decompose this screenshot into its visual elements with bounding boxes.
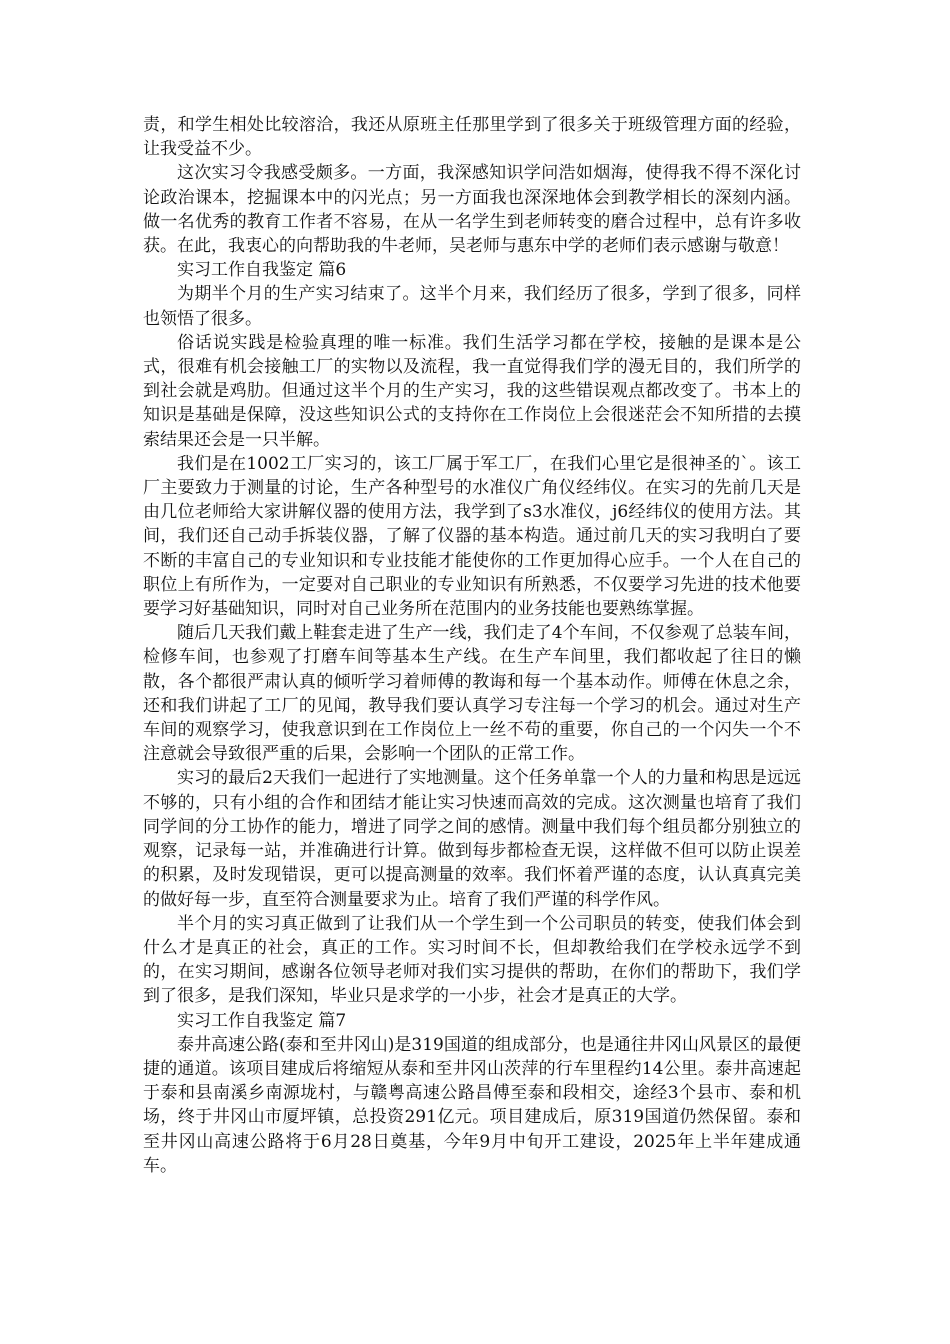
paragraph-5: 俗话说实践是检验真理的唯一标准。我们生活学习都在学校，接触的是课本是公式，很难有机会接触工厂的实物以及流程，我一直觉得我们学的漫无目的，我们所学的到社会就是鸡肋。但通过这半个月的生产实习，我的这些错误观点都改变了。书本上的知识是基础是保障，没这些知识公式的支持你在工作岗位上会很迷茫会不知所措的去摸索结果还会是一只半解。 bbox=[143, 332, 801, 450]
section-heading-7: 实习工作自我鉴定 篇7 bbox=[177, 1010, 347, 1031]
document-page bbox=[143, 113, 801, 1178]
paragraph-1: 责，和学生相处比较溶洽，我还从原班主任那里学到了很多关于班级管理方面的经验，让我受益不少。 bbox=[143, 115, 801, 160]
paragraph-8: 实习的最后2天我们一起进行了实地测量。这个任务单靠一个人的力量和构思是远远不够的，只有小组的合作和团结才能让实习快速而高效的完成。这次测量也培育了我们同学间的分工协作的能力，增进了同学之间的感情。测量中我们每个组员都分别独立的观察，记录每一站，并准确进行计算。做到每步都检查无误，这样做不但可以防止误差的积累，及时发现错误，更可以提高测量的效率。我们怀着严谨的态度，认认真真完美的做好每一步，直至符合测量要求为止。培育了我们严谨的科学作风。 bbox=[143, 768, 801, 910]
paragraph-7: 随后几天我们戴上鞋套走进了生产一线，我们走了4个车间，不仅参观了总装车间，检修车间，也参观了打磨车间等基本生产线。在生产车间里，我们都收起了往日的懒散，各个都很严肃认真的倾听学习着师傅的教诲和每一个基本动作。师傅在休息之余，还和我们讲起了工厂的见闻，教导我们要认真学习专注每一个学习的机会。通过对生产车间的观察学习，使我意识到在工作岗位上一丝不苟的重要，你自己的一个闪失一个不注意就会导致很严重的后果，会影响一个团队的正常工作。 bbox=[143, 623, 801, 765]
paragraph-6: 我们是在1002工厂实习的，该工厂属于军工厂，在我们心里它是很神圣的`。该工厂主要致力于测量的讨论，生产各种型号的水准仪广角仪经纬仪。在实习的先前几天是由几位老师给大家讲解仪器的使用方法，我学到了s3水准仪，j6经纬仪的使用方法。其间，我们还自己动手拆装仪器，了解了仪器的基本构造。通过前几天的实习我明白了要不断的丰富自己的专业知识和专业技能才能使你的工作更加得心应手。一个人在自己的职位上有所作为，一定要对自己职业的专业知识有所熟悉，不仅要学习先进的技术他要要学习好基础知识，同时对自己业务所在范围内的业务技能也要熟练掌握。 bbox=[143, 453, 801, 620]
paragraph-2: 这次实习令我感受颇多。一方面，我深感知识学问浩如烟海，使得我不得不深化讨论政治课本，挖掘课本中的闪光点；另一方面我也深深地体会到教学相长的深刻内涵。做一名优秀的教育工作者不容易，在从一名学生到老师转变的磨合过程中，总有许多收获。在此，我衷心的向帮助我的牛老师，吴老师与惠东中学的老师们表示感谢与敬意！ bbox=[143, 163, 801, 257]
paragraph-9: 半个月的实习真正做到了让我们从一个学生到一个公司职员的转变，使我们体会到什么才是真正的社会，真正的工作。实习时间不长，但却教给我们在学校永远学不到的，在实习期间，感谢各位领导老师对我们实习提供的帮助，在你们的帮助下，我们学到了很多，是我们深知，毕业只是求学的一小步，社会才是真正的大学。 bbox=[143, 913, 801, 1007]
paragraph-4: 为期半个月的生产实习结束了。这半个月来，我们经历了很多，学到了很多，同样也领悟了很多。 bbox=[143, 284, 801, 329]
section-heading-6: 实习工作自我鉴定 篇6 bbox=[177, 260, 347, 281]
paragraph-11: 泰井高速公路(泰和至井冈山)是319国道的组成部分，也是通往井冈山风景区的最便捷的通道。该项目建成后将缩短从泰和至井冈山茨萍的行车里程约14公里。泰井高速起于泰和县南溪乡南源垅村，与赣粤高速公路昌傅至泰和段相交，途经3个县市、泰和机场，终于井冈山市厦坪镇，总投资291亿元。项目建成后，原319国道仍然保留。泰和至井冈山高速公路将于6月28日奠基，今年9月中旬开工建设，2025年上半年建成通车。 bbox=[143, 1034, 801, 1176]
